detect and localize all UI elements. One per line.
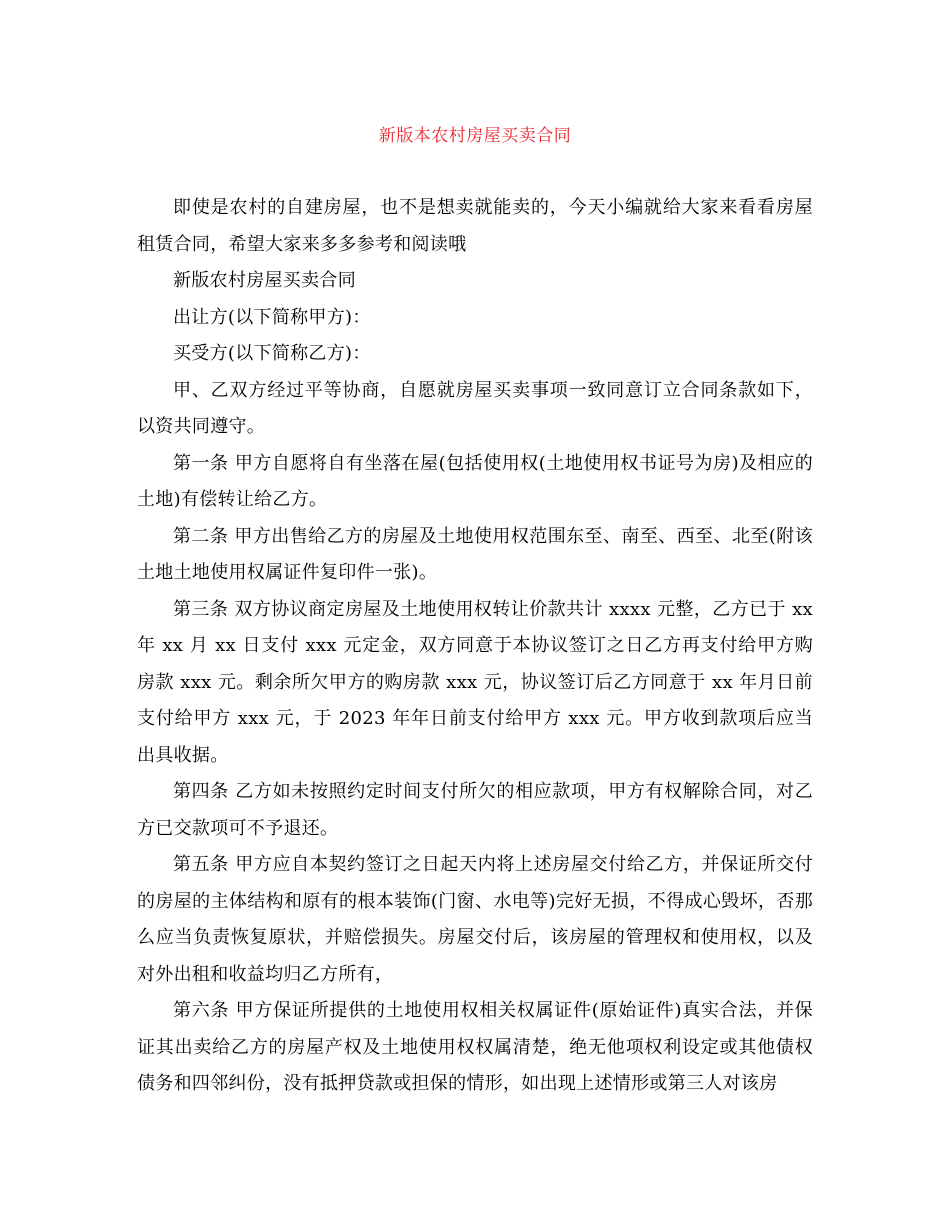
article-3: 第三条 双方协议商定房屋及土地使用权转让价款共计 xxxx 元整，乙方已于 xx 年 xx 月 xx 日支付 xxx 元定金，双方同意于本协议签订之日乙方再支付给甲方购房款 xxx 元。剩余所欠甲方的购房款 xxx 元，协议签订后乙方同意于 xx 年月日前支付给甲方 xxx 元，于 2023 年年日前支付给甲方 xxx 元。甲方收到款项后应当出具收据。 xyxy=(137,598,813,766)
document-body xyxy=(137,190,813,1103)
buyer-line: 买受方(以下简称乙方)： xyxy=(173,343,371,364)
preamble-paragraph: 甲、乙双方经过平等协商，自愿就房屋买卖事项一致同意订立合同条款如下，以资共同遵守。 xyxy=(137,379,813,437)
article-6: 第六条 甲方保证所提供的土地使用权相关权属证件(原始证件)真实合法，并保证其出卖给乙方的房屋产权及土地使用权权属清楚，绝无他项权利设定或其他债权债务和四邻纠份，没有抵押贷款或担保的情形，如出现上述情形或第三人对该房 xyxy=(137,1000,813,1094)
article-5: 第五条 甲方应自本契约签订之日起天内将上述房屋交付给乙方，并保证所交付的房屋的主体结构和原有的根本装饰(门窗、水电等)完好无损，不得成心毁坏，否那么应当负责恢复原状，并赔偿损失。房屋交付后，该房屋的管理权和使用权，以及对外出租和收益均归乙方所有， xyxy=(137,854,813,985)
contract-heading: 新版农村房屋买卖合同 xyxy=(173,270,356,291)
intro-paragraph: 即使是农村的自建房屋，也不是想卖就能卖的，今天小编就给大家来看看房屋租赁合同，希望大家来多多参考和阅读哦 xyxy=(137,197,813,255)
article-1: 第一条 甲方自愿将自有坐落在屋(包括使用权(土地使用权书证号为房)及相应的土地)有偿转让给乙方。 xyxy=(137,452,813,510)
document-title: 新版本农村房屋买卖合同 xyxy=(378,126,572,146)
article-2: 第二条 甲方出售给乙方的房屋及土地使用权范围东至、南至、西至、北至(附该土地土地使用权属证件复印件一张)。 xyxy=(137,525,813,583)
seller-line: 出让方(以下简称甲方)： xyxy=(173,306,371,328)
article-4: 第四条 乙方如未按照约定时间支付所欠的相应款项，甲方有权解除合同，对乙方已交款项可不予退还。 xyxy=(137,781,813,839)
